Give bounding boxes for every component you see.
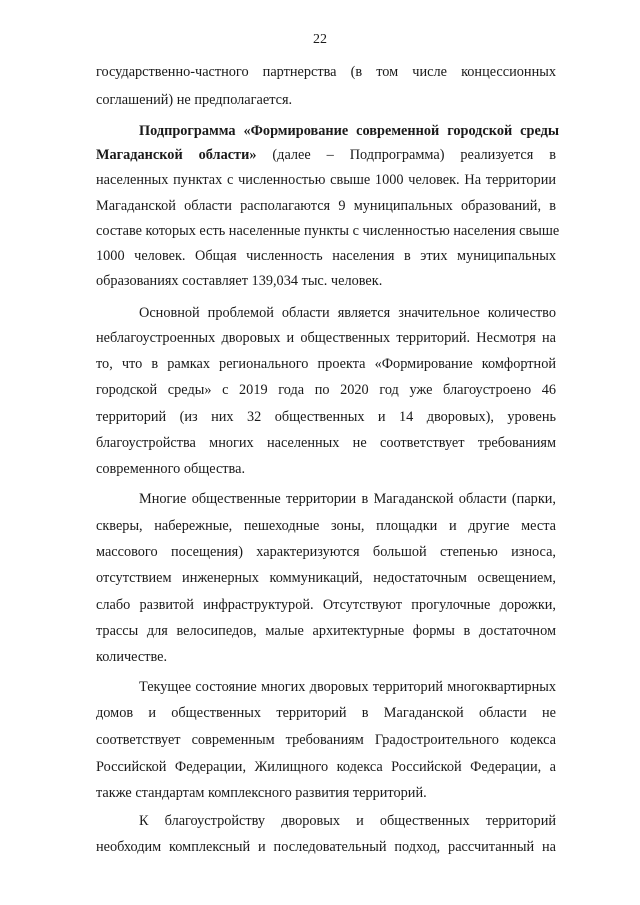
text-line: трассы для велосипедов, малые архитектурные формы в достаточном <box>96 623 556 639</box>
text-line: также стандартам комплексного развития территорий. <box>96 785 427 801</box>
text-line: Основной проблемой области является значительное количество <box>139 305 556 321</box>
text-fragment: (далее – Подпрограмма) реализуется в <box>256 147 556 163</box>
text-line: соответствует современным требованиям Градостроительного кодекса <box>96 732 556 748</box>
text-line: Магаданской области располагаются 9 муниципальных образований, в <box>96 198 556 214</box>
subprogram-heading-end: Магаданской области» <box>96 147 257 163</box>
text-line: необходим комплексный и последовательный подход, рассчитанный на <box>96 839 556 855</box>
text-line: современного общества. <box>96 461 246 477</box>
text-line: массового посещения) характеризуются большой степенью износа, <box>96 544 556 560</box>
text-line: благоустройства многих населенных не соответствует требованиям <box>96 435 556 451</box>
text-line: количестве. <box>96 649 168 665</box>
text-line: 1000 человек. Общая численность населения в этих муниципальных <box>96 248 556 264</box>
subprogram-heading: Подпрограмма «Формирование современной городской среды <box>139 123 559 139</box>
text-line: Многие общественные территории в Магаданской области (парки, <box>139 491 556 507</box>
text-line: К благоустройству дворовых и общественных территорий <box>139 813 556 829</box>
text-line: неблагоустроенных дворовых и общественных территорий. Несмотря на <box>96 330 556 346</box>
text-line <box>96 146 556 164</box>
page-number: 22 <box>313 32 327 47</box>
text-line: Текущее состояние многих дворовых территорий многоквартирных <box>139 679 556 695</box>
text-line: скверы, набережные, пешеходные зоны, площадки и другие места <box>96 518 556 534</box>
text-line: отсутствием инженерных коммуникаций, недостаточным освещением, <box>96 570 556 586</box>
text-line: образованиях составляет 139,034 тыс. человек. <box>96 273 383 289</box>
text-line: домов и общественных территорий в Магаданской области не <box>96 705 556 721</box>
text-line: соглашений) не предполагается. <box>96 92 293 108</box>
text-line: Российской Федерации, Жилищного кодекса Российской Федерации, а <box>96 759 556 775</box>
text-line: слабо развитой инфраструктурой. Отсутствуют прогулочные дорожки, <box>96 597 556 613</box>
text-line: то, что в рамках регионального проекта «Формирование комфортной <box>96 356 556 372</box>
text-line: городской среды» с 2019 года по 2020 год уже благоустроено 46 <box>96 382 556 398</box>
text-line: населенных пунктах с численностью свыше 1000 человек. На территории <box>96 172 556 188</box>
text-line: составе которых есть населенные пункты с численностью населения свыше <box>96 223 560 239</box>
text-line: территорий (из них 32 общественных и 14 дворовых), уровень <box>96 409 556 425</box>
text-line: государственно-частного партнерства (в том числе концессионных <box>96 64 556 80</box>
